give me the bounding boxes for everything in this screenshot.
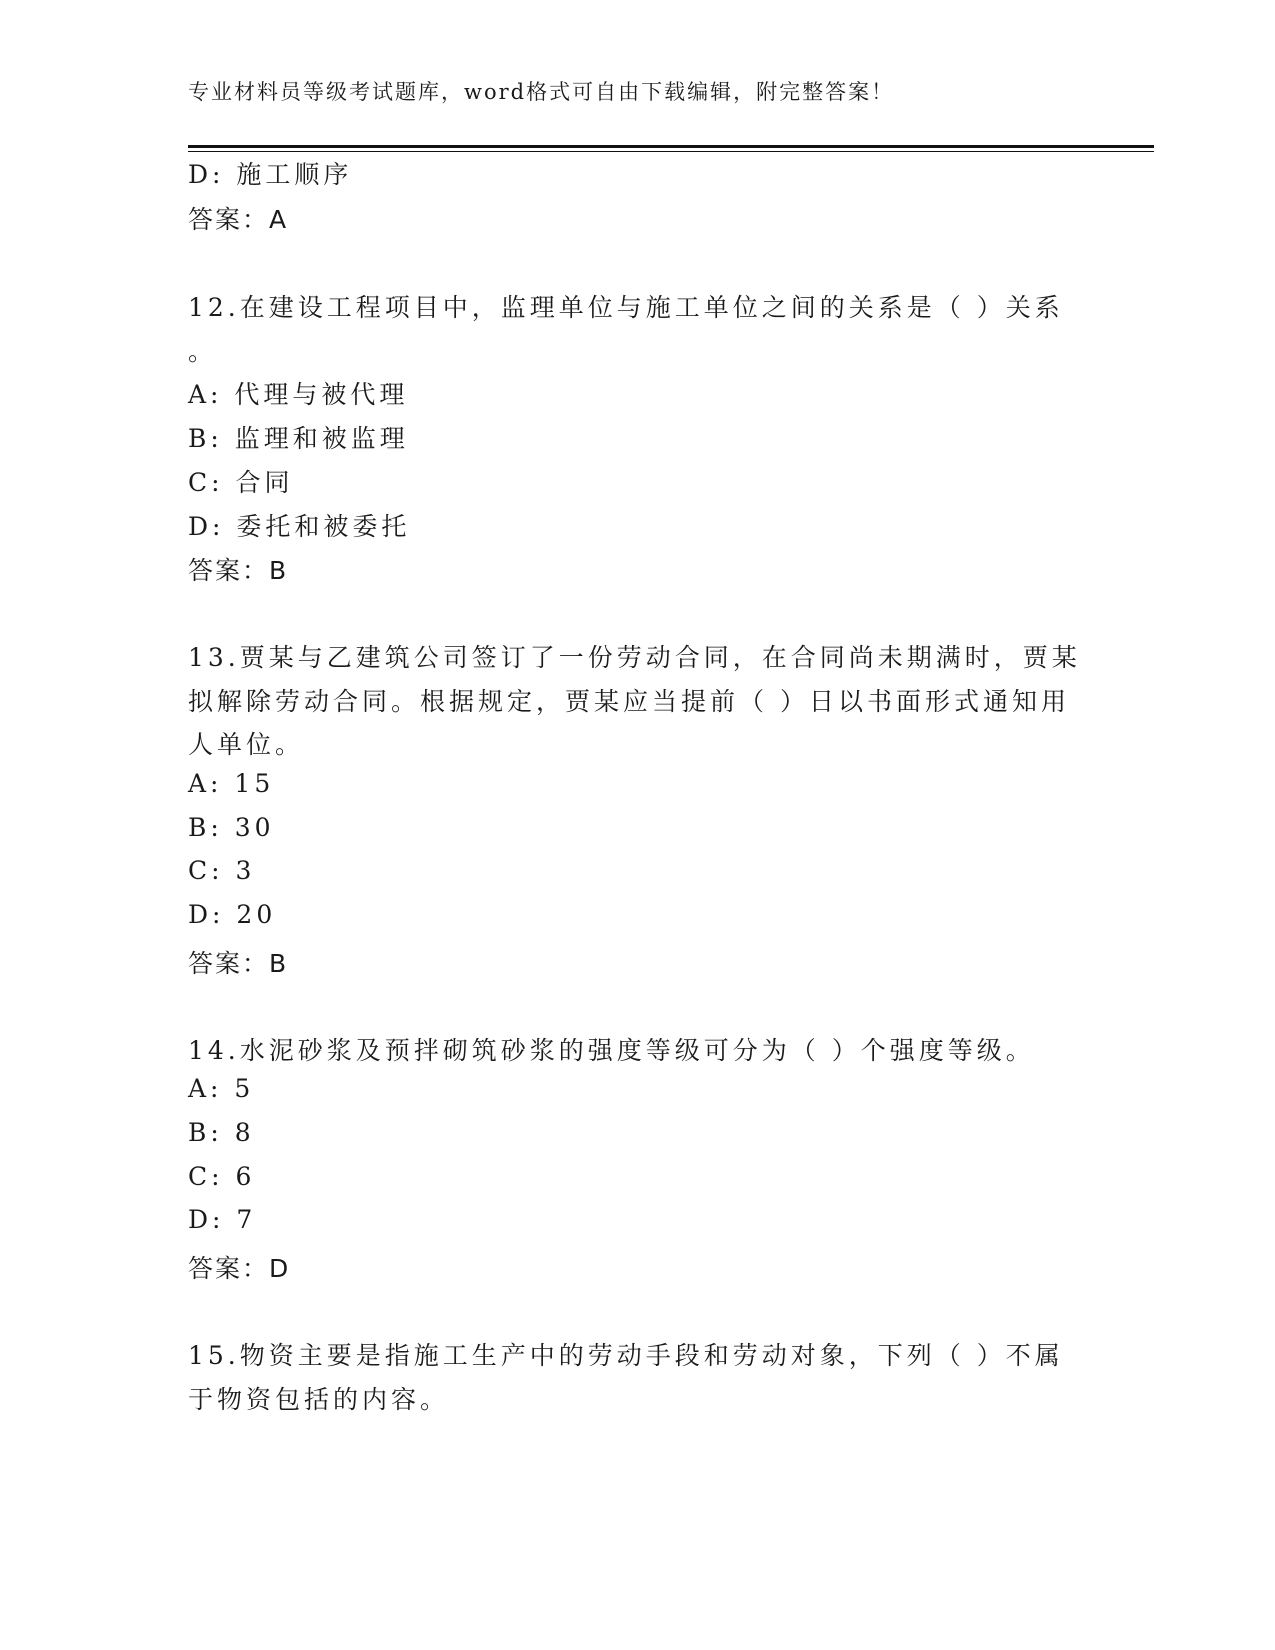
q15-stem-line-1: 15.物资主要是指施工生产中的劳动手段和劳动对象，下列（ ）不属 <box>188 1341 1064 1370</box>
q12-option-a: A: 代理与被代理 <box>188 380 409 409</box>
q13-option-b: B: 30 <box>188 813 275 842</box>
q14-option-d: D: 7 <box>188 1205 257 1234</box>
q12-answer: 答案：B <box>188 556 289 585</box>
q13-stem-line-1: 13.贾某与乙建筑公司签订了一份劳动合同，在合同尚未期满时，贾某 <box>188 643 1081 672</box>
q13-option-c: C: 3 <box>188 856 256 885</box>
q14-option-b: B: 8 <box>188 1118 255 1147</box>
q13-answer: 答案：B <box>188 949 289 978</box>
q12-stem-line-2: 。 <box>188 337 218 366</box>
prev-option-d: D: 施工顺序 <box>188 160 353 189</box>
q13-option-d: D: 20 <box>188 900 277 929</box>
header-rule-thin <box>188 151 1154 152</box>
q12-option-b: B: 监理和被监理 <box>188 424 409 453</box>
q14-stem-line-1: 14.水泥砂浆及预拌砌筑砂浆的强度等级可分为（ ）个强度等级。 <box>188 1036 1035 1065</box>
page-header: 专业材料员等级考试题库，word格式可自由下载编辑，附完整答案！ <box>188 80 895 104</box>
q14-option-a: A: 5 <box>188 1074 255 1103</box>
q14-answer: 答案：D <box>188 1254 291 1283</box>
q13-option-a: A: 15 <box>188 769 275 798</box>
q12-stem-line-1: 12.在建设工程项目中，监理单位与施工单位之间的关系是（ ）关系 <box>188 293 1064 322</box>
q15-stem-line-2: 于物资包括的内容。 <box>188 1385 450 1414</box>
q14-option-c: C: 6 <box>188 1162 256 1191</box>
prev-answer: 答案：A <box>188 205 289 234</box>
q13-stem-line-2: 拟解除劳动合同。根据规定，贾某应当提前（ ）日以书面形式通知用 <box>188 687 1070 716</box>
q12-option-d: D: 委托和被委托 <box>188 512 411 541</box>
header-rule-thick <box>188 145 1154 148</box>
q12-option-c: C: 合同 <box>188 468 294 497</box>
q13-stem-line-3: 人单位。 <box>188 730 305 759</box>
